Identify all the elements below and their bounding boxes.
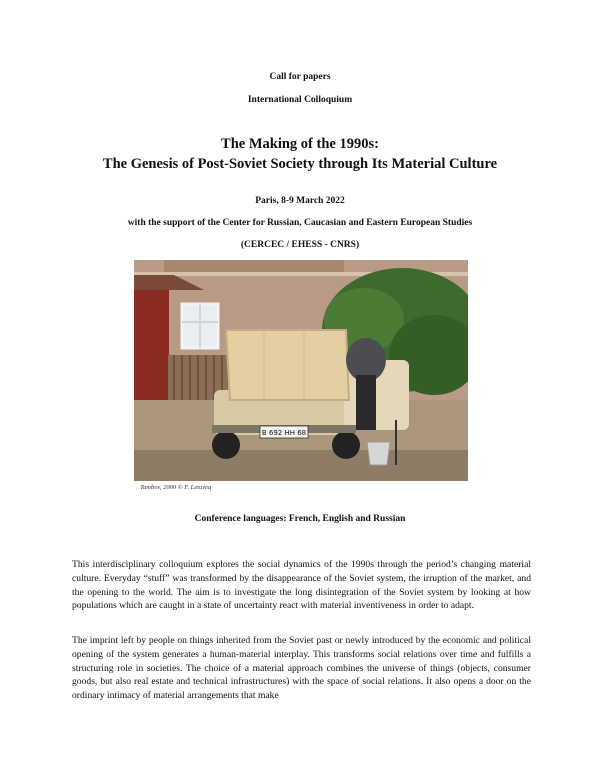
place-date: Paris, 8-9 March 2022	[255, 196, 345, 206]
conference-languages: Conference languages: French, English and Russian	[194, 514, 406, 524]
call-for-papers: Call for papers	[269, 72, 331, 82]
colloquium-label: International Colloquium	[247, 95, 353, 105]
paragraph-2: The imprint left by people on things inherited from the Soviet past or newly introduced by the economic and political opening of the system generates a human-material interplay. This transforms social relations over time and fulfills a structuring role in societies. The choice of a material approach combines the universe of things (objects, consumer goods, but also real estate and technical infrastructures) with the space of social relations. It also opens a door on the ordinary intimacy of material arrangements that make	[72, 635, 531, 702]
street-photo	[134, 260, 468, 481]
title-line-2: The Genesis of Post-Soviet Society through Its Material Culture	[102, 156, 498, 172]
paragraph-1: This interdisciplinary colloquium explores the social dynamics of the 1990s through the period’s changing material culture. Everyday “stuff” was transformed by the disappearance of the Soviet system, the irruption of the market, and the opening to the world. The aim is to investigate the long disintegration of the Soviet system by looking at how populations which are caught in a state of uncertainty react with material inventiveness in order to adapt.	[72, 559, 531, 612]
institutions-line: (CERCEC / EHESS - CNRS)	[240, 240, 360, 250]
photo-caption: Tambov, 2000 © F. Letuveq	[140, 484, 212, 491]
license-plate: B 692 HH 68	[261, 429, 307, 437]
document-title	[0, 134, 600, 174]
title-line-1: The Making of the 1990s:	[221, 136, 379, 152]
support-line: with the support of the Center for Russian, Caucasian and Eastern European Studies	[127, 218, 473, 228]
